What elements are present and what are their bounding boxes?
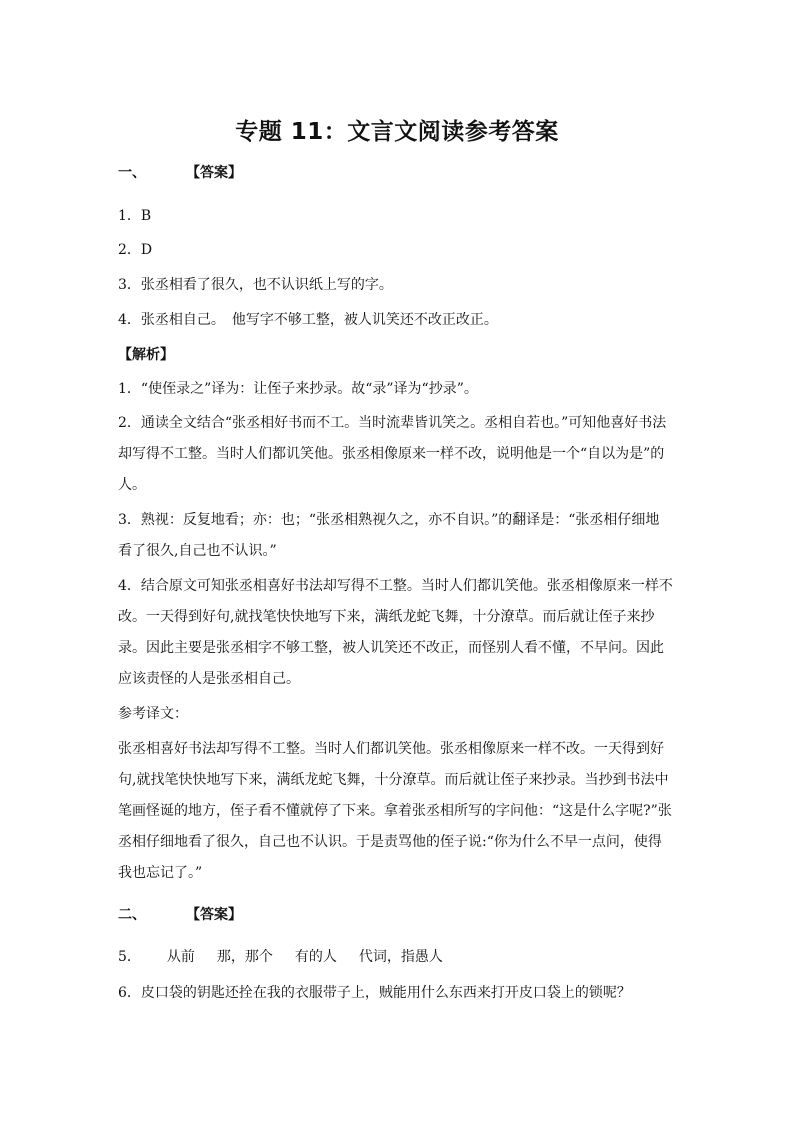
- answer-3: 3．张丞相看了很久，也不认识纸上写的字。: [118, 277, 393, 293]
- analysis-heading: 【解析】: [118, 347, 174, 363]
- section-1-heading: [118, 163, 678, 183]
- analysis-line: 录。因此主要是张丞相字不够工整，被人讥笑还不改正，而怪别人看不懂，不早问。因此: [118, 640, 664, 656]
- section-2-answer-label: 【答案】: [186, 907, 242, 923]
- answer-4: 4．张丞相自己。 他写字不够工整，被人讥笑还不改正改正。: [118, 312, 498, 328]
- translation-line: 句,就找笔快快地写下来，满纸龙蛇飞舞，十分潦草。而后就让侄子来抄录。当抄到书法中: [118, 772, 669, 788]
- answer-5-item: 有的人: [294, 949, 337, 965]
- answer-5-item: 从前: [166, 949, 195, 965]
- section-1-answer-label: 【答案】: [186, 165, 242, 181]
- answer-5-number: 5．: [118, 949, 141, 965]
- answer-1: 1．B: [118, 208, 152, 224]
- answer-5-item: 代词，指愚人: [358, 949, 443, 965]
- translation-line: 张丞相喜好书法却写得不工整。当时人们都讥笑他。张丞相像原来一样不改。一天得到好: [118, 741, 664, 757]
- answer-6: 6．皮口袋的钥匙还拴在我的衣服带子上，贼能用什么东西来打开皮口袋上的锁呢？: [118, 985, 631, 1001]
- section-2-heading: [118, 905, 678, 925]
- analysis-line: 2．通读全文结合“张丞相好书而不工。当时流辈皆讥笑之。丞相自若也。”可知他喜好书法: [118, 415, 667, 431]
- analysis-line: 改。一天得到好句,就找笔快快地写下来，满纸龙蛇飞舞，十分潦草。而后就让侄子来抄: [118, 609, 655, 625]
- answer-5: [118, 947, 678, 967]
- analysis-line: 应该责怪的人是张丞相自己。: [118, 671, 300, 687]
- analysis-line: 却写得不工整。当时人们都讥笑他。张丞相像原来一样不改，说明他是一个“自以为是”的: [118, 446, 665, 462]
- translation-line: 笔画怪诞的地方，侄子看不懂就停了下来。拿着张丞相所写的字问他：“这是什么字呢?”张: [118, 803, 672, 819]
- section-1-number: 一、: [118, 165, 146, 181]
- translation-heading: 参考译文：: [118, 706, 188, 722]
- analysis-line: 4．结合原文可知张丞相喜好书法却写得不工整。当时人们都讥笑他。张丞相像原来一样不: [118, 578, 673, 594]
- answer-5-item: 那，那个: [216, 949, 273, 965]
- analysis-line: 看了很久,自己也不认识。”: [118, 543, 277, 559]
- analysis-line: 人。: [118, 477, 146, 493]
- page-title: 专题 11：文言文阅读参考答案: [235, 119, 559, 145]
- translation-line: 我也忘记了。”: [118, 865, 203, 881]
- translation-line: 丞相仔细地看了很久，自己也不认识。于是责骂他的侄子说:“你为什么不早一点问，使得: [118, 834, 662, 850]
- section-2-number: 二、: [118, 907, 146, 923]
- answer-2: 2．D: [118, 242, 153, 258]
- analysis-line: 1．“使侄录之”译为：让侄子来抄录。故“录”译为“抄录”。: [118, 381, 478, 397]
- analysis-line: 3．熟视：反复地看；亦：也；“张丞相熟视久之，亦不自识。”的翻译是：“张丞相仔细地: [118, 512, 660, 528]
